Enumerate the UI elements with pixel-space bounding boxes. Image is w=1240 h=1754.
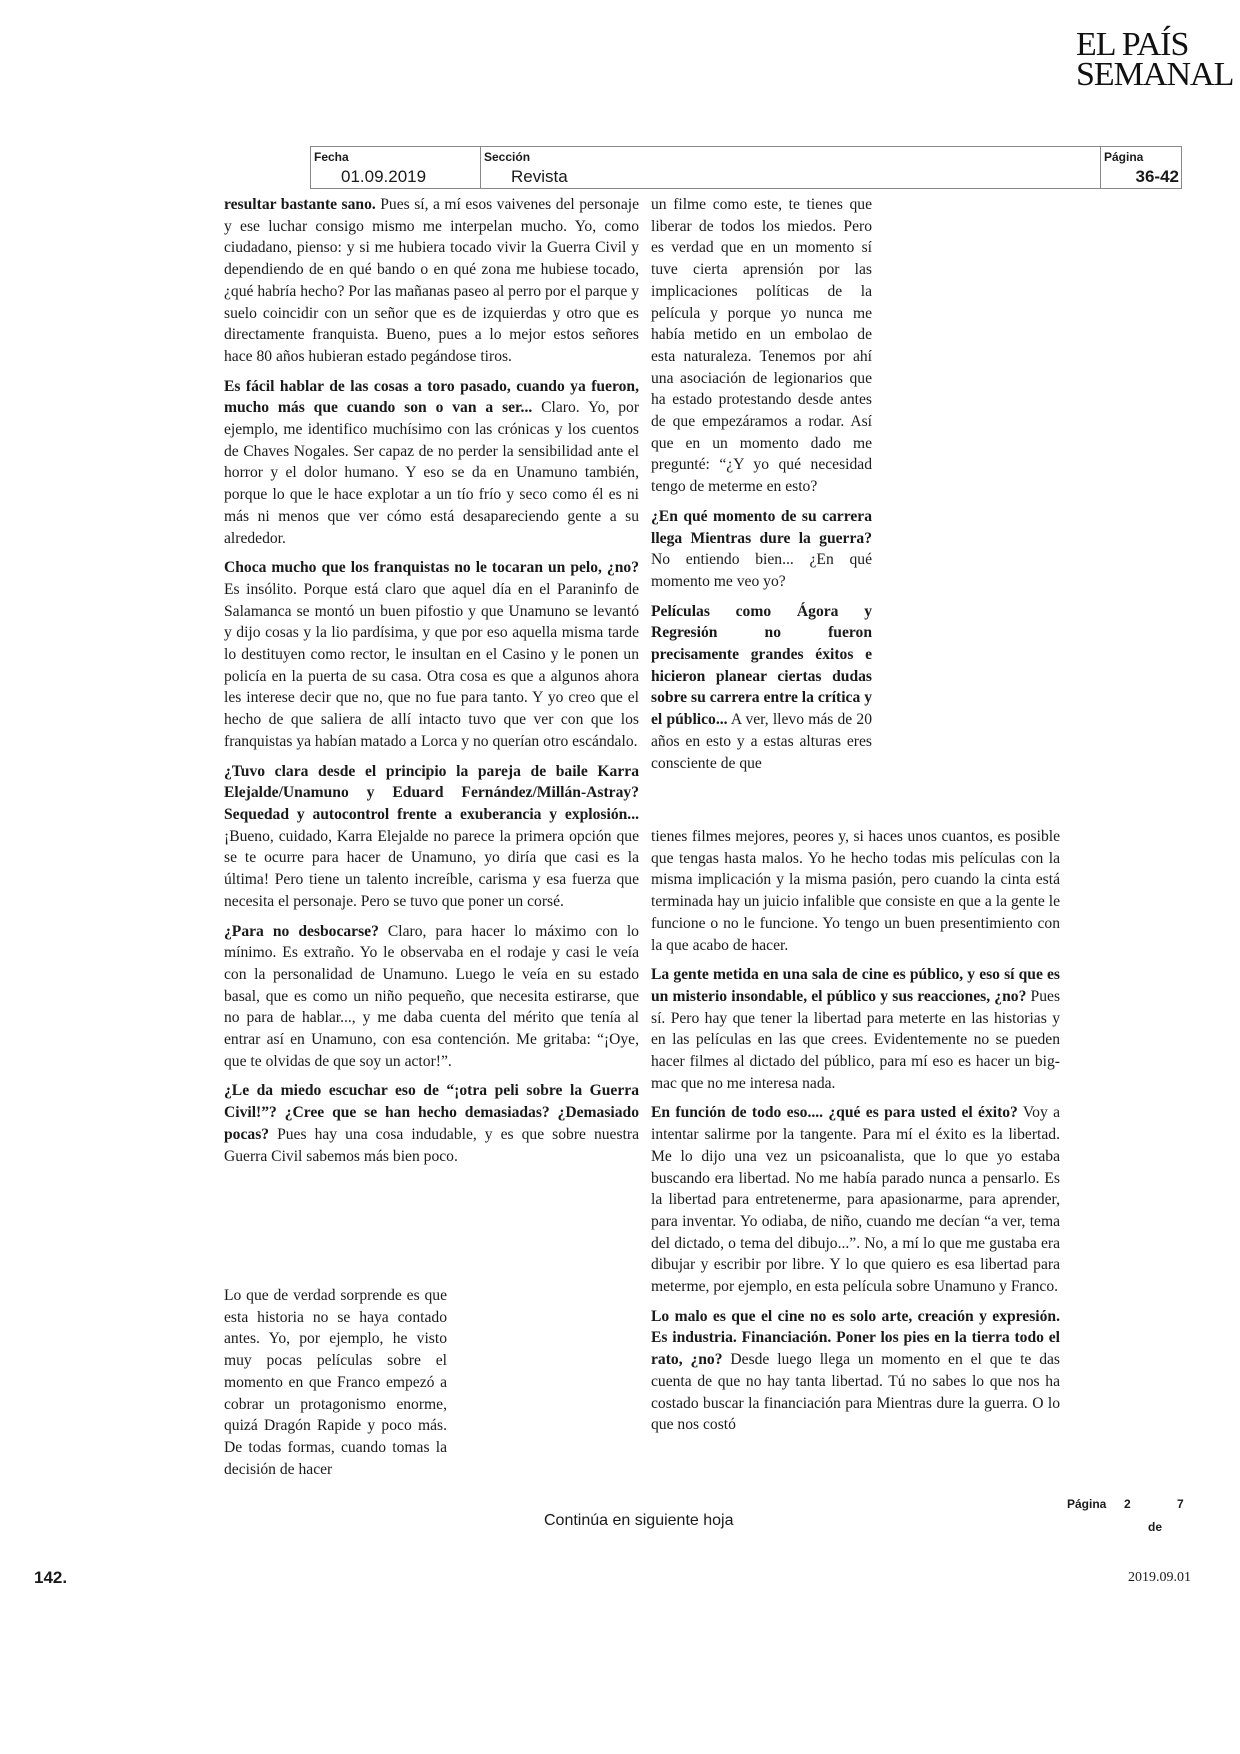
seccion-value: Revista bbox=[511, 167, 568, 186]
answer-text: Claro, para hacer lo máximo con lo mínimo. Es extraño. Yo le observaba en el rodaje y casi le veía con la personalidad de Unamuno. Luego le veía en su estado basal, que es como un niño pequeño, que necesita estirarse, que no para de hablar..., y me daba cuenta del mérito que tenía al entrar así en Unamuno, con esa contención. Me gritaba: “¡Oye, que te olvidas de que soy un actor!”. bbox=[224, 922, 639, 1070]
paragraph bbox=[651, 964, 1060, 1094]
paragraph bbox=[651, 601, 872, 775]
fecha-value: 01.09.2019 bbox=[341, 167, 427, 186]
fecha-cell bbox=[311, 147, 481, 188]
answer-text: Pues sí, a mí esos vaivenes del personaje y ese luchar consigo mismo me interpelan mucho. Yo, como ciudadano, pienso: y si me hubiera tocado vivir la Guerra Civil y dependiendo de en qué bando o en qué zona me hubiese tocado, ¿qué habría hecho? Por las mañanas paseo al perro por el parque y suelo coincidir con un señor que es de izquierdas y otro que es directamente franquista. Bueno, pues a lo mejor estos señores hace 80 años hubieran estado pegándose tiros. bbox=[224, 196, 639, 365]
paragraph bbox=[651, 194, 872, 498]
middle-text-column bbox=[651, 194, 872, 782]
pagina-cell bbox=[1101, 147, 1181, 188]
paragraph bbox=[224, 557, 639, 752]
answer-text: No entiendo bien... ¿En qué momento me veo yo? bbox=[651, 551, 872, 590]
paragraph: Lo que de verdad sorprende es que esta historia no se haya contado antes. Yo, por ejemplo, he visto muy pocas películas sobre el momento en que Franco empezó a cobrar un protagonismo enorme, quizá Dragón Rapide y poco más. De todas formas, cuando tomas la decisión de hacer bbox=[224, 1287, 447, 1478]
paragraph bbox=[651, 506, 872, 593]
paragraph bbox=[224, 921, 639, 1073]
lower-left-text-column bbox=[224, 1285, 447, 1488]
answer-text: Voy a intentar salirme por la tangente. Para mí el éxito es la libertad. Me lo dijo una vez un psicoanalista, que lo que yo estaba buscando era libertad. No me había parado nunca a pensarlo. Es la libertad para entretenerme, para apasionarme, para aprender, para inventar. Yo odiaba, de niño, cuando me decían “a ver, tema del dictado, o tema del dibujo...”. No, a mí lo que me gustaba era dibujar y escribir por libre. Y lo que quiero es esa libertad para meterme, por ejemplo, en esta película sobre Unamuno y Franco. bbox=[651, 1104, 1060, 1296]
answer-text: Claro. Yo, por ejemplo, me identifico muchísimo con las crónicas y los cuentos de Chaves Nogales. Ser capaz de no perder la sensibilidad ante el horror y el dolor humano. Y eso se da en Unamuno también, porque lo que le hace explotar a un tío frío y seco como él es ni más ni menos que ver cómo está desapareciendo gente a su alrededor. bbox=[224, 399, 640, 547]
answer-text: Pues sí. Pero hay que tener la libertad para meterte en las historias y en las películas en las que crees. Evidentemente no se pueden hacer filmes al dictado del público, para mí eso es hacer un big-mac que no me interesa nada. bbox=[651, 987, 1061, 1092]
paragraph bbox=[651, 1306, 1060, 1436]
clipping-header-table bbox=[310, 146, 1182, 189]
answer-text: un filme como este, te tienes que liberar de todos los miedos. Pero es verdad que en un momento sí tuve cierta aprensión por las implicaciones políticas de la película y porque yo nunca me había metido en un embolao de esta naturaleza. Tenemos por ahí una asociación de legionarios que ha estado protestando desde antes de que empezáramos a rodar. Así que en un momento dado me pregunté: “¿Y yo qué necesidad tengo de meterme en esto? bbox=[651, 196, 872, 496]
fecha-label: Fecha bbox=[314, 150, 349, 164]
paragraph bbox=[651, 826, 1060, 956]
question-text: Es fácil hablar de las cosas a toro pasado, cuando ya fueron, mucho más que cuando son o van a ser... bbox=[224, 377, 639, 417]
right-text-column bbox=[651, 826, 1060, 1444]
paragraph bbox=[224, 761, 639, 913]
seccion-cell bbox=[481, 147, 1101, 188]
paragraph bbox=[224, 1080, 639, 1167]
footer-page-label: Página bbox=[1067, 1497, 1107, 1511]
question-text: ¿Tuvo clara desde el principio la pareja de baile Karra Elejalde/Unamuno y Eduard Fernández/Millán-Astray? Sequedad y autocontrol frente a exuberancia y explosión... bbox=[224, 762, 639, 823]
question-text: En función de todo eso.... ¿qué es para usted el éxito? bbox=[651, 1104, 1018, 1122]
answer-text: A ver, llevo más de 20 años en esto y a estas alturas eres consciente de que bbox=[651, 711, 873, 772]
paragraph bbox=[224, 194, 639, 368]
answer-text: tienes filmes mejores, peores y, si haces unos cuantos, es posible que tengas hasta malos. Yo he hecho todas mis películas con la misma implicación y la misma pasión, pero cuando la cinta está terminada hay un juicio infalible que consiste en que a la gente le funcione o no le funcione. Yo tengo un buen presentimiento con la que acabo de hacer. bbox=[651, 828, 1060, 954]
footer-page-total: 7 bbox=[1177, 1497, 1184, 1511]
pagina-label: Página bbox=[1104, 150, 1144, 164]
answer-text: Es insólito. Porque está claro que aquel día en el Paraninfo de Salamanca se montó un buen pifostio y que Unamuno se levantó y dijo cosas y la lio pardísima, y que por eso aquella misma tarde lo destituyen como rector, le insultan en el Casino y le ponen un policía en la puerta de su casa. Otra cosa es que a algunos ahora les interese decir que no, que no fue para tanto. Y yo creo que el hecho de que saliera de allí intacto tuvo que ver con que los franquistas ya habían matado a Lorca y no querían otro escándalo. bbox=[224, 580, 639, 750]
question-text: Lo malo es que el cine no es solo arte, creación y expresión. Es industria. Financiación. Poner los pies en la tierra todo el rato, ¿no? bbox=[651, 1307, 1060, 1369]
magazine-page-number: 142. bbox=[34, 1568, 68, 1587]
seccion-label: Sección bbox=[484, 150, 531, 164]
issue-date: 2019.09.01 bbox=[1128, 1570, 1191, 1585]
pagina-value: 36-42 bbox=[1135, 167, 1179, 186]
footer-page-number: 2 bbox=[1124, 1497, 1131, 1511]
question-text: ¿Para no desbocarse? bbox=[224, 922, 379, 940]
continues-note: Continúa en siguiente hoja bbox=[544, 1512, 734, 1529]
logo-line-1: EL PAÍS bbox=[1076, 26, 1189, 63]
question-text: Películas como Ágora y Regresión no fueron precisamente grandes éxitos e hicieron planear ciertas dudas sobre su carrera entre la crítica y el público... bbox=[651, 602, 872, 729]
answer-text: Desde luego llega un momento en el que te das cuenta de que no hay tanta libertad. Tú no sabes lo que nos ha costado buscar la financiación para Mientras dure la guerra. O lo que nos costó bbox=[651, 1351, 1060, 1434]
el-pais-semanal-logo bbox=[1076, 26, 1234, 93]
question-text: ¿Le da miedo escuchar eso de “¡otra peli sobre la Guerra Civil!”? ¿Cree que se han hecho demasiadas? ¿Demasiado pocas? bbox=[224, 1082, 639, 1143]
answer-text: Pues hay una cosa indudable, y es que sobre nuestra Guerra Civil sabemos más bien poco. bbox=[224, 1125, 639, 1165]
logo-line-2: SEMANAL bbox=[1076, 56, 1234, 93]
paragraph bbox=[651, 1102, 1060, 1297]
footer-de-label: de bbox=[1148, 1520, 1163, 1534]
answer-text: ¡Bueno, cuidado, Karra Elejalde no parece la primera opción que se te ocurre para hacer de Unamuno, yo diría que casi es la última! Pero tiene un talento increíble, carisma y esa fuerza que necesita el personaje. Pero se tuvo que poner un corsé. bbox=[224, 827, 639, 910]
question-text: La gente metida en una sala de cine es público, y eso sí que es un misterio insondable, el público y sus reacciones, ¿no? bbox=[651, 966, 1060, 1005]
question-text: resultar bastante sano. bbox=[224, 196, 376, 213]
paragraph bbox=[224, 376, 639, 550]
question-text: Choca mucho que los franquistas no le tocaran un pelo, ¿no? bbox=[224, 559, 639, 577]
question-text: ¿En qué momento de su carrera llega Mientras dure la guerra? bbox=[651, 507, 872, 547]
left-text-column bbox=[224, 194, 639, 1175]
